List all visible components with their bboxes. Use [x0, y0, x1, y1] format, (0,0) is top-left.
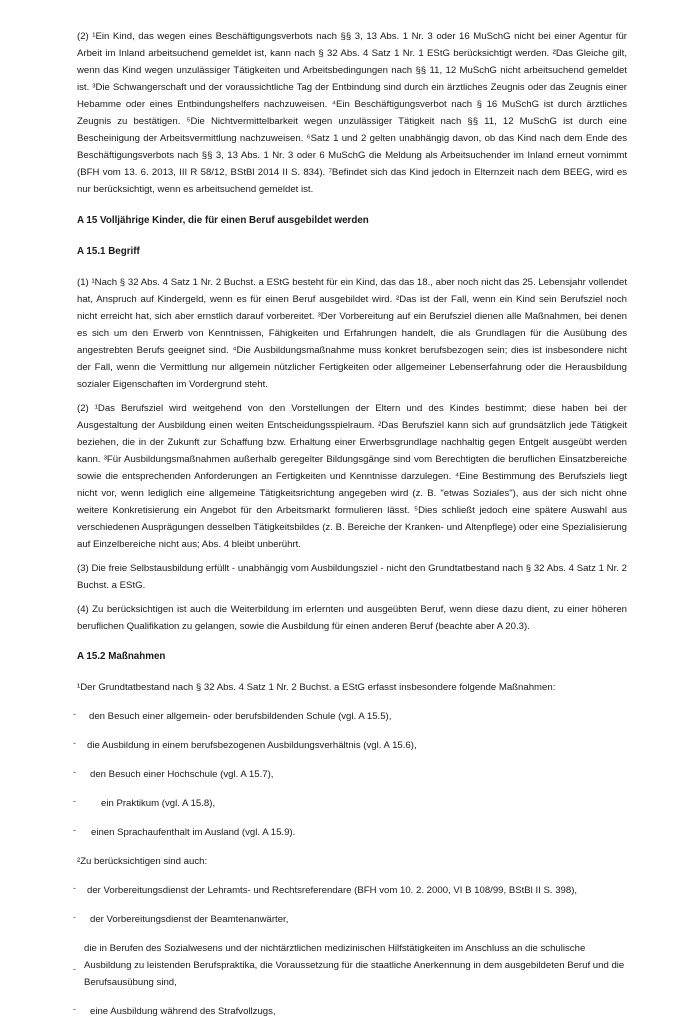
list-item: [73, 882, 627, 899]
measures-intro: ¹Der Grundtatbestand nach § 32 Abs. 4 Satz 1 Nr. 2 Buchst. a EStG erfasst insbesondere folgende Maßnahmen:: [77, 682, 556, 693]
document-page: [73, 28, 627, 1032]
bullet-mark: -: [73, 912, 76, 922]
list-item: [73, 1003, 627, 1020]
list-item-text: den Besuch einer allgemein- oder berufsbildenden Schule (vgl. A 15.5),: [89, 711, 392, 722]
also-consider-list: [73, 882, 627, 1020]
list-item: [73, 940, 627, 991]
bullet-mark: -: [73, 964, 76, 974]
paragraph-a15-1-1: (1) ¹Nach § 32 Abs. 4 Satz 1 Nr. 2 Buchst. a EStG besteht für ein Kind, das das 18., aber noch nicht das 25. Lebensjahr vollendet hat, Anspruch auf Kindergeld, wenn es für einen Beruf ausgebildet wird. ²Das ist der Fall, wenn ein Kind sein Berufsziel noch nicht erreicht hat, sich aber ernstlich darauf vorbereitet. ³Der Vorbereitung auf ein Berufsziel dienen alle Maßnahmen, bei denen es sich um den Erwerb von Kenntnissen, Fähigkeiten und Erfahrungen handelt, die als Grundlagen für die Ausübung des angestrebten Berufs geeignet sind. ⁴Die Ausbildungsmaßnahme muss konkret berufsbezogen sein; dies ist insbesondere nicht der Fall, wenn die Vermittlung nur allgemein nützlicher Fertigkeiten oder allgemeiner Lebenserfahrung oder die Herausbildung sozialer Eigenschaften im Vordergrund steht.: [77, 277, 627, 390]
bullet-mark: -: [73, 738, 76, 748]
list-item-text: eine Ausbildung während des Strafvollzugs,: [90, 1006, 276, 1017]
paragraph-a15-1-2: (2) ¹Das Berufsziel wird weitgehend von den Vorstellungen der Eltern und des Kindes bestimmt; diese haben bei der Ausgestaltung der Ausbildung einen weiten Entscheidungsspielraum. ²Das Berufsziel kann sich auf grundsätzlich jede Tätigkeit beziehen, die in der Zukunft zur Schaffung bzw. Erhaltung einer Erwerbsgrundlage nachhaltig gegen Entgelt ausgeübt werden kann. ³Für Ausbildungsmaßnahmen außerhalb geregelter Bildungsgänge sind vom Berechtigten die beruflichen Einsatzbereiche sowie die entsprechenden Anforderungen an Fertigkeiten und Kenntnisse darzulegen. ⁴Eine Bestimmung des Berufsziels liegt nicht vor, wenn lediglich eine allgemeine Tätigkeitsrichtung angegeben wird (z. B. "etwas Soziales"), aus der sich nicht ohne weitere Konkretisierung ein Angebot für den Arbeitsmarkt formulieren lässt. ⁵Dies schließt jedoch eine spätere Auswahl aus verschiedenen Ausprägungen desselben Tätigkeitsbildes (z. B. Bereiche der Kranken- und Altenpflege) oder eine Spezialisierung auf Einzelbereiche nicht aus; Abs. 4 bleibt unberührt.: [77, 403, 627, 550]
also-consider-intro: ²Zu berücksichtigen sind auch:: [77, 856, 208, 867]
bullet-mark: -: [73, 709, 76, 719]
bullet-mark: -: [73, 883, 76, 893]
list-item: [73, 708, 627, 725]
list-item-text: einen Sprachaufenthalt im Ausland (vgl. A 15.9).: [91, 827, 296, 838]
paragraph-a15-1-4: (4) Zu berücksichtigen ist auch die Weiterbildung im erlernten und ausgeübten Beruf, wenn diese dazu dient, zu einer höheren beruflichen Qualifikation zu gelangen, sowie die Ausbildung für einen anderen Beruf (beachte aber A 20.3).: [77, 604, 627, 632]
list-item: [73, 766, 627, 783]
paragraph-a15-1-3: (3) Die freie Selbstausbildung erfüllt - unabhängig vom Ausbildungsziel - nicht den Grundtatbestand nach § 32 Abs. 4 Satz 1 Nr. 2 Buchst. a EStG.: [77, 563, 627, 591]
measures-list: [73, 708, 627, 841]
bullet-mark: -: [73, 796, 76, 806]
list-item-text: der Vorbereitungsdienst der Beamtenanwärter,: [90, 914, 289, 925]
bullet-mark: -: [73, 1004, 76, 1014]
bullet-mark: -: [73, 767, 76, 777]
paragraph-a14-2: (2) ¹Ein Kind, das wegen eines Beschäftigungsverbots nach §§ 3, 13 Abs. 1 Nr. 3 oder 16 MuSchG nicht bei einer Agentur für Arbeit im Inland arbeitsuchend gemeldet ist, kann nach § 32 Abs. 4 Satz 1 Nr. 1 EStG berücksichtigt werden. ²Das Gleiche gilt, wenn das Kind wegen unzulässiger Tätigkeiten und Arbeitsbedingungen nach §§ 11, 12 MuSchG nicht arbeitsuchend gemeldet ist. ³Die Schwangerschaft und der voraussichtliche Tag der Entbindung sind durch ein ärztliches Zeugnis oder das Zeugnis einer Hebamme oder eines Entbindungshelfers nachzuweisen. ⁴Ein Beschäftigungsverbot nach § 16 MuSchG ist durch ärztliches Zeugnis zu bestätigen. ⁵Die Nichtvermittelbarkeit wegen unzulässiger Tätigkeit nach §§ 11, 12 MuSchG ist durch eine Bescheinigung der Arbeitsvermittlung nachzuweisen. ⁶Satz 1 und 2 gelten unabhängig davon, ob das Kind nach dem Ende des Beschäftigungsverbots nach §§ 3, 13 Abs. 1 Nr. 3 oder 6 MuSchG die Meldung als Arbeitsuchender im Inland erneut vornimmt (BFH vom 13. 6. 2013, III R 58/12, BStBl 2014 II S. 834). ⁷Befindet sich das Kind jedoch in Elternzeit nach dem BEEG, wird es nur berücksichtigt, wenn es arbeitsuchend gemeldet ist.: [77, 31, 627, 195]
list-item: [73, 824, 627, 841]
list-item: [73, 737, 627, 754]
list-item-text: den Besuch einer Hochschule (vgl. A 15.7),: [90, 769, 274, 780]
list-item: [73, 795, 627, 812]
list-item-text: die in Berufen des Sozialwesens und der nichtärztlichen medizinischen Hilfstätigkeiten im Anschluss an die schulische Ausbildung zu leistenden Berufspraktika, die Voraussetzung für die staatliche Anerkennung in dem ausgebildeten Beruf und die Berufsausübung sind,: [84, 943, 625, 988]
bullet-mark: -: [73, 825, 76, 835]
section-heading-a15-1: A 15.1 Begriff: [77, 246, 140, 257]
list-item-text: die Ausbildung in einem berufsbezogenen Ausbildungsverhältnis (vgl. A 15.6),: [87, 740, 417, 751]
list-item-text: ein Praktikum (vgl. A 15.8),: [101, 798, 216, 809]
list-item-text: der Vorbereitungsdienst der Lehramts- und Rechtsreferendare (BFH vom 10. 2. 2000, VI B 108/99, BStBl II S. 398),: [87, 885, 578, 896]
list-item: [73, 911, 627, 928]
section-heading-a15: A 15 Volljährige Kinder, die für einen Beruf ausgebildet werden: [77, 215, 369, 226]
section-heading-a15-2: A 15.2 Maßnahmen: [77, 651, 166, 662]
